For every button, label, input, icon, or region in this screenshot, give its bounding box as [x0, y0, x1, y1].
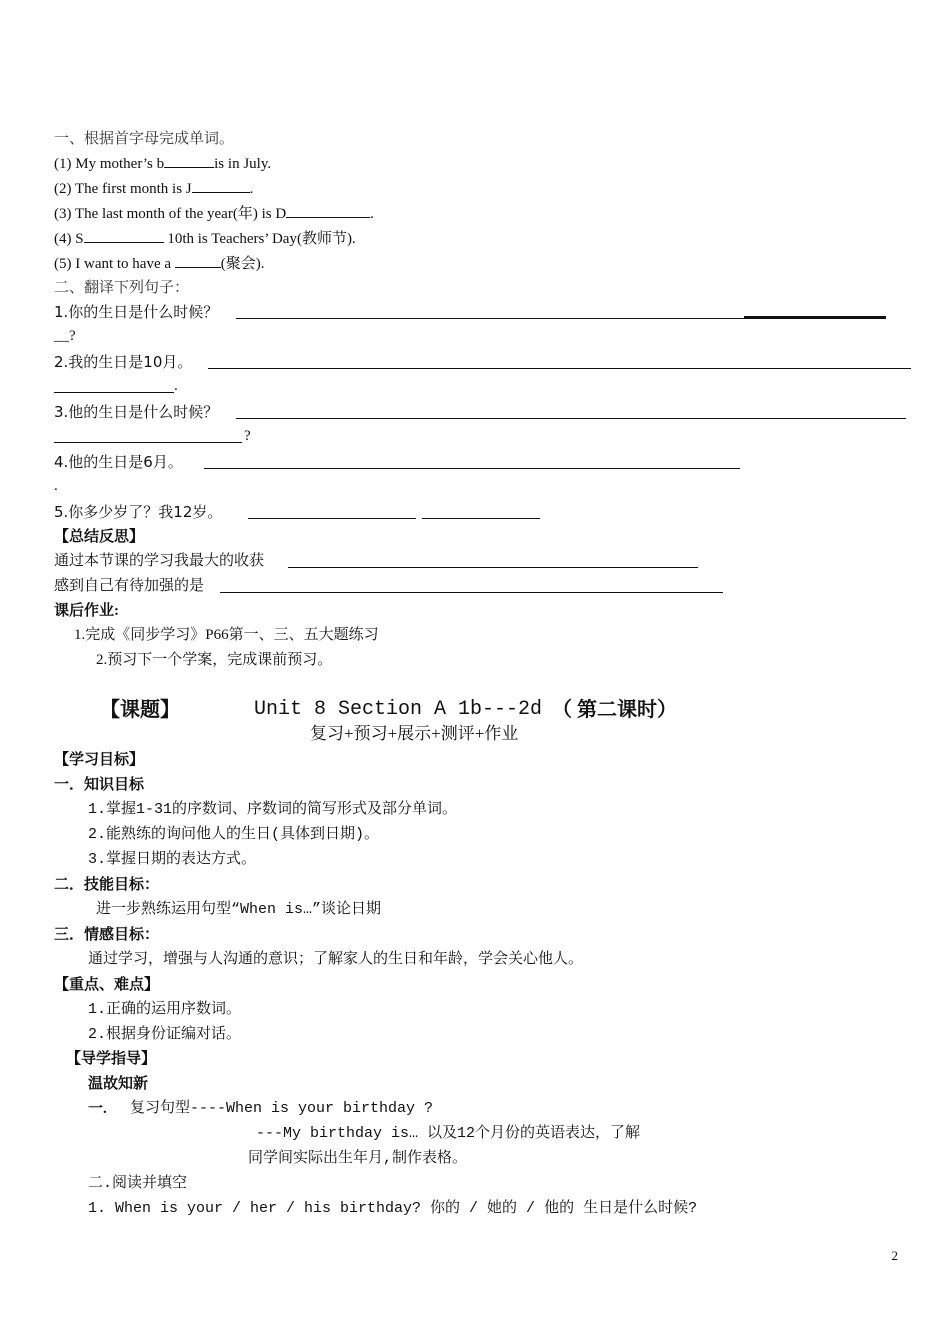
step1-line3: 同学间实际出生年月,制作表格。	[248, 1150, 468, 1167]
exercise1-item-1: (1) My mother’s b is in July.	[54, 152, 271, 174]
answer-line[interactable]	[54, 392, 174, 393]
step1-text: 复习句型----When is your birthday ?	[130, 1100, 434, 1117]
exercise1-item-5: (5) I want to have a (聚会).	[54, 252, 265, 274]
translate-item-1-tail: __?	[54, 328, 76, 344]
summary-gain: 通过本节课的学习我最大的收获	[54, 553, 265, 569]
homework-item-2: 2.预习下一个学案，完成课前预习。	[96, 652, 333, 668]
translate-item-3-tail: ?	[244, 428, 251, 444]
translate-item-2: 2.我的生日是10月。	[54, 353, 193, 371]
answer-line[interactable]	[288, 567, 698, 568]
blank[interactable]	[164, 152, 214, 168]
translate-item-4-tail: .	[54, 478, 58, 494]
answer-line[interactable]	[236, 318, 886, 319]
skill-heading: 二．技能目标：	[54, 877, 160, 893]
answer-line[interactable]	[204, 468, 740, 469]
knowledge-item-3: 3.掌握日期的表达方式。	[88, 851, 257, 868]
guide-heading: 【导学指导】	[66, 1051, 157, 1067]
exercise1-item-2: (2) The first month is J .	[54, 177, 253, 199]
keypoint-item-1: 1.正确的运用序数词。	[88, 1001, 242, 1018]
translate-item-1: 1.你的生日是什么时候？	[54, 303, 219, 321]
knowledge-heading: 一．知识目标	[54, 777, 145, 793]
summary-heading: 【总结反思】	[54, 529, 145, 545]
answer-line[interactable]	[248, 518, 416, 519]
keypoint-item-2: 2.根据身份证编对话。	[88, 1026, 242, 1043]
translate-item-5: 5.你多少岁了？我12岁。	[54, 503, 223, 521]
blank[interactable]	[175, 252, 221, 268]
summary-improve: 感到自己有待加强的是	[54, 578, 205, 594]
step2-heading: 二.阅读并填空	[88, 1175, 188, 1192]
exercise1-heading: 一、根据首字母完成单词。	[54, 129, 235, 147]
blank[interactable]	[286, 202, 370, 218]
translate-item-4: 4.他的生日是6月。	[54, 453, 183, 471]
lesson-title-unit: Unit 8 Section A 1b---2d	[254, 698, 543, 721]
emotion-heading: 三．情感目标：	[54, 927, 160, 943]
knowledge-item-2: 2.能熟练的询问他人的生日(具体到日期)。	[88, 826, 380, 843]
step1-number: 一.	[88, 1101, 107, 1117]
knowledge-item-1: 1.掌握1-31的序数词、序数词的简写形式及部分单词。	[88, 801, 458, 818]
answer-line[interactable]	[422, 518, 540, 519]
translate-item-3: 3.他的生日是什么时候？	[54, 403, 219, 421]
lesson-title-period: （ 第二课时）	[552, 699, 677, 721]
page-number: 2	[891, 1248, 898, 1263]
review-heading: 温故知新	[88, 1076, 149, 1092]
answer-line[interactable]	[220, 592, 723, 593]
exercise2-heading: 二、翻译下列句子：	[54, 278, 190, 296]
emotion-text: 通过学习，增强与人沟通的意识；了解家人的生日和年龄，学会关心他人。	[88, 951, 584, 968]
translate-item-2-tail: .	[174, 378, 178, 394]
objectives-heading: 【学习目标】	[54, 752, 145, 768]
blank[interactable]	[192, 177, 250, 193]
answer-line[interactable]	[208, 368, 911, 369]
lesson-subtitle: 复习+预习+展示+测评+作业	[310, 724, 519, 743]
answer-line[interactable]	[54, 442, 242, 443]
exercise1-item-4: (4) S 10th is Teachers’ Day(教师节).	[54, 227, 356, 249]
homework-item-1: 1.完成《同步学习》P66第一、三、五大题练习	[74, 627, 379, 643]
step1-line2: ---My birthday is… 以及12个月份的英语表达，了解	[256, 1125, 641, 1142]
exercise1-item-3: (3) The last month of the year(年) is D .	[54, 202, 374, 224]
lesson-title-tag: 【课题】	[100, 699, 180, 721]
homework-heading: 课后作业:	[54, 603, 119, 619]
blank[interactable]	[84, 227, 164, 243]
answer-line-bold	[744, 316, 886, 318]
question-1: 1. When is your / her / his birthday? 你的 / 她的 / 他的 生日是什么时候?	[88, 1200, 698, 1217]
answer-line[interactable]	[236, 418, 906, 419]
keypoints-heading: 【重点、难点】	[54, 977, 160, 993]
skill-text: 进一步熟练运用句型“When is…”谈论日期	[96, 901, 382, 918]
